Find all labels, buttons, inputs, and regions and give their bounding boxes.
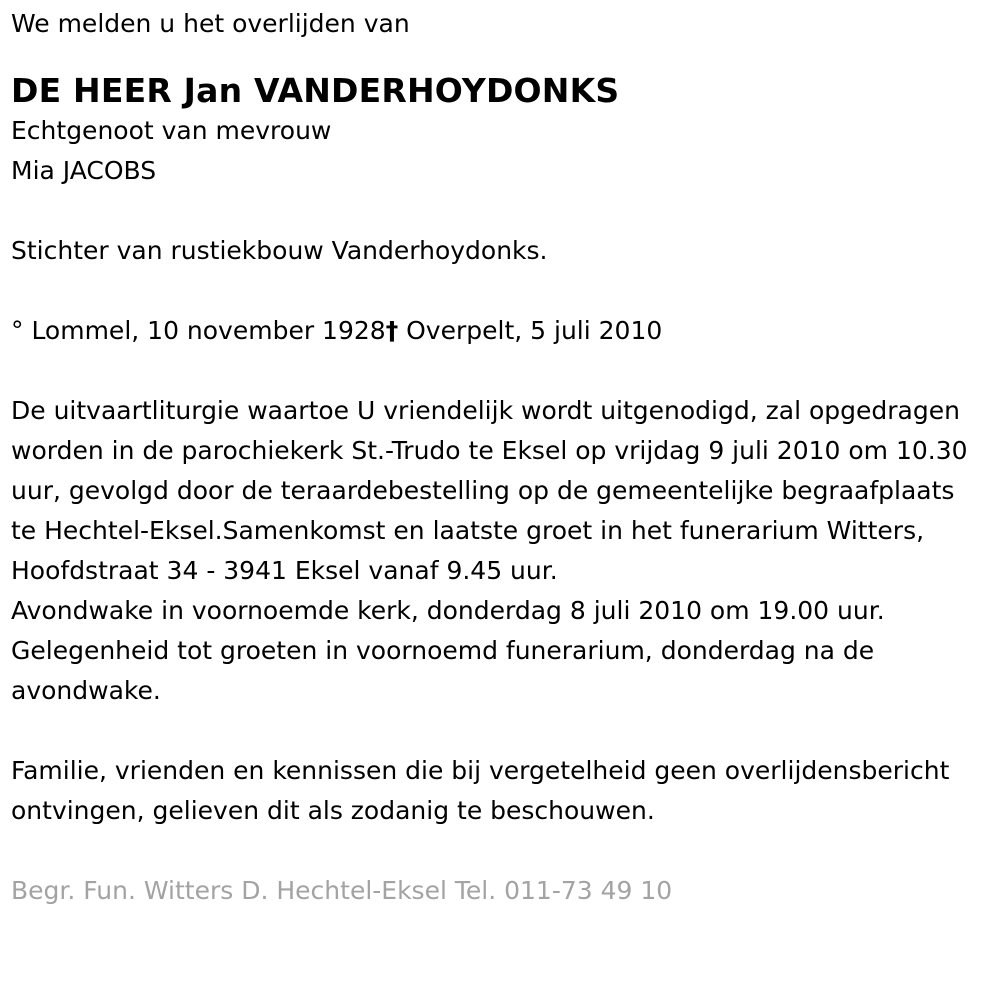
notice-text: Familie, vrienden en kennissen die bij vergetelheid geen overlijdensbericht ontvingen, gelieven dit als zodanig te beschouwen. xyxy=(11,756,950,825)
deceased-name: DE HEER Jan VANDERHOYDONKS xyxy=(11,71,620,110)
life-dates xyxy=(11,311,990,351)
occupation-text: Stichter van rustiekbouw Vanderhoydonks. xyxy=(11,236,548,265)
vigil-text: Avondwake in voornoemde kerk, donderdag 8 juli 2010 om 19.00 uur. xyxy=(11,596,885,625)
birth-info: ° Lommel, 10 november 1928 xyxy=(11,316,386,345)
spacer xyxy=(11,191,990,231)
funeral-home-footer: Begr. Fun. Witters D. Hechtel-Eksel Tel. 011-73 49 10 xyxy=(11,876,673,905)
funeral-text: De uitvaartliturgie waartoe U vriendelijk wordt uitgenodigd, zal opgedragen worden in de parochiekerk St.-Trudo te Eksel op vrijdag 9 juli 2010 om 10.30 uur, gevolgd door de teraardebestelling op de gemeentelijke begraafplaats te Hechtel-Eksel.Samenkomst en laatste groet in het funerarium Witters, Hoofdstraat 34 - 3941 Eksel vanaf 9.45 uur. xyxy=(11,396,968,585)
spacer xyxy=(11,271,990,311)
cross-icon: † xyxy=(385,316,399,345)
death-info: Overpelt, 5 juli 2010 xyxy=(398,316,663,345)
intro-text: We melden u het overlijden van xyxy=(11,9,410,38)
spacer xyxy=(11,831,990,871)
spouse-line-1: Echtgenoot van mevrouw xyxy=(11,116,332,145)
greeting-text: Gelegenheid tot groeten in voornoemd funerarium, donderdag na de avondwake. xyxy=(11,636,875,705)
spouse-line-2: Mia JACOBS xyxy=(11,156,157,185)
spacer xyxy=(11,351,990,391)
spacer xyxy=(11,711,990,751)
